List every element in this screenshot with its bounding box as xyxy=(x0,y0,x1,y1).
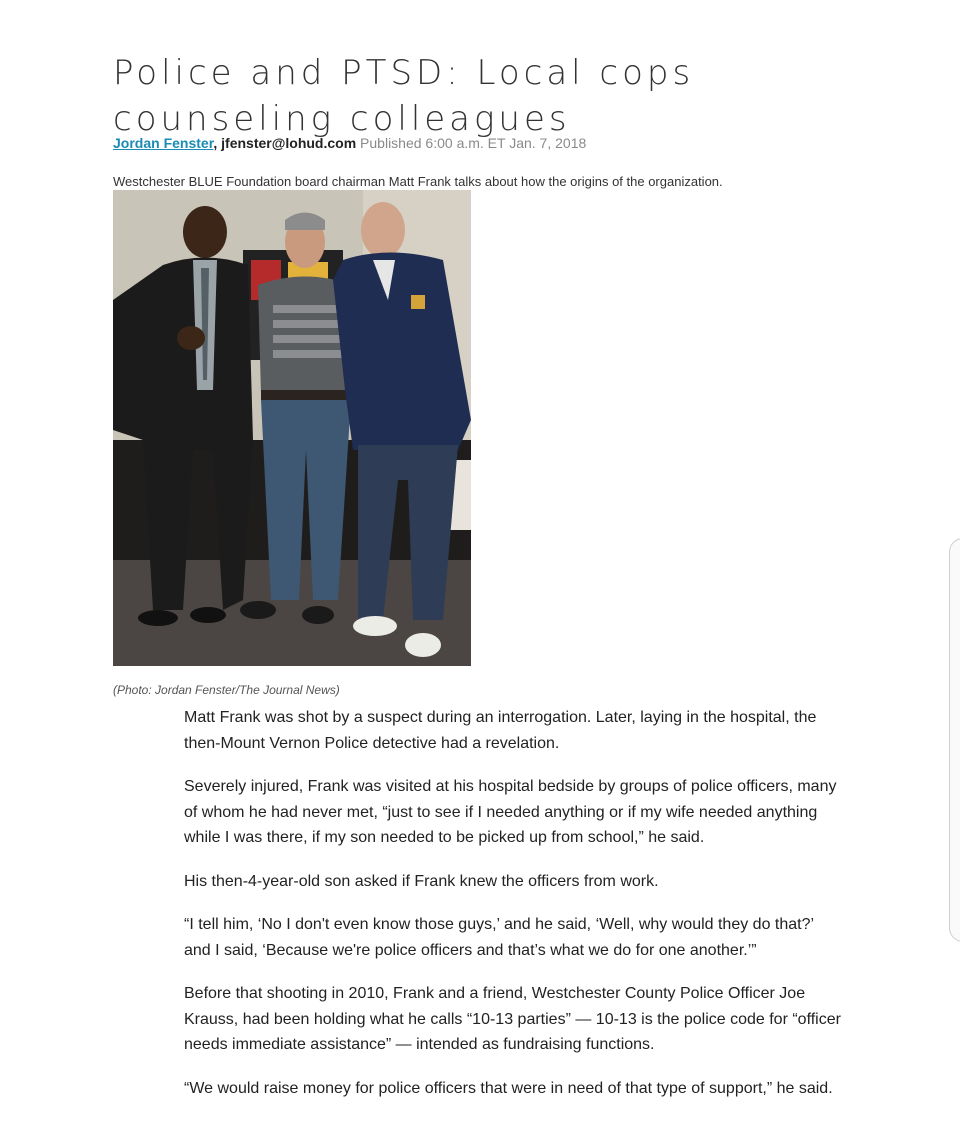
byline xyxy=(113,135,586,151)
photo-caption: Westchester BLUE Foundation board chairman Matt Frank talks about how the origins of the organization. xyxy=(113,174,723,189)
article-paragraph: “I tell him, ‘No I don't even know those guys,’ and he said, ‘Well, why would they do that?’ and I said, ‘Because we're police officers and that’s what we do for one another.’” xyxy=(184,916,814,959)
scroll-handle[interactable] xyxy=(949,538,960,942)
article-paragraph: Severely injured, Frank was visited at his hospital bedside by groups of police officers, many of whom he had never met, “just to see if I needed anything or if my wife needed anything while I was there, if my son needed to be picked up from school,” he said. xyxy=(184,778,837,846)
published-timestamp: Published 6:00 a.m. ET Jan. 7, 2018 xyxy=(360,135,587,151)
article-body xyxy=(184,705,844,1119)
byline-separator: , xyxy=(213,135,218,151)
article-headline: Police and PTSD: Local cops counseling colleagues xyxy=(113,53,695,139)
article-photo xyxy=(113,190,471,666)
article-paragraph: Matt Frank was shot by a suspect during an interrogation. Later, laying in the hospital, the then-Mount Vernon Police detective had a revelation. xyxy=(184,709,817,752)
article-paragraph: Before that shooting in 2010, Frank and a friend, Westchester County Police Officer Joe Krauss, had been holding what he calls “10-13 parties” — 10-13 is the police code for “officer needs immediate assistance” — intended as fundraising functions. xyxy=(184,985,841,1053)
author-email: jfenster@lohud.com xyxy=(221,135,357,151)
photo-credit: (Photo: Jordan Fenster/The Journal News) xyxy=(113,683,340,697)
author-link[interactable]: Jordan Fenster xyxy=(113,135,214,151)
article-paragraph: His then-4-year-old son asked if Frank knew the officers from work. xyxy=(184,872,659,890)
article-paragraph: “We would raise money for police officers that were in need of that type of support,” he said. xyxy=(184,1079,833,1097)
